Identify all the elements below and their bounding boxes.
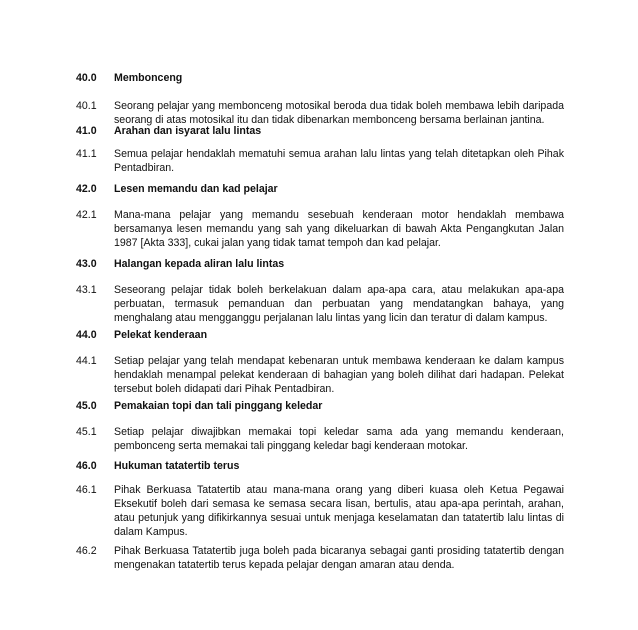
- clause-number: 40.1: [76, 100, 97, 112]
- section-title: Hukuman tatatertib terus: [114, 460, 240, 472]
- section-number: 42.0: [76, 183, 97, 195]
- clause-text: Pihak Berkuasa Tatatertib atau mana-mana orang yang diberi kuasa oleh Ketua Pegawai Eksekutif boleh dari semasa ke semasa secara lisan, bertulis, atau apa-apa perintah, arahan, atau petunjuk yang difikirkannya sesuai untuk menjaga keselamatan dan tatatertib lalu lintas di dalam Kampus.: [114, 484, 564, 538]
- clause-text: Semua pelajar hendaklah mematuhi semua arahan lalu lintas yang telah ditetapkan oleh Pihak Pentadbiran.: [114, 148, 564, 174]
- clause-text: Mana-mana pelajar yang memandu sesebuah kenderaan motor hendaklah membawa bersamanya lesen memandu yang sah yang dikeluarkan di bawah Akta Pengangkutan Jalan 1987 [Akta 333], cukai jalan yang tidak tamat tempoh dan kad pelajar.: [114, 209, 564, 249]
- clause-number: 45.1: [76, 426, 97, 438]
- clause-text: Setiap pelajar yang telah mendapat kebenaran untuk membawa kenderaan ke dalam kampus hendaklah menampal pelekat kenderaan di bahagian yang boleh dilihat dari hadapan. Pelekat tersebut boleh didapati dari Pihak Pentadbiran.: [114, 355, 564, 395]
- clause-text: Seorang pelajar yang membonceng motosikal beroda dua tidak boleh membawa lebih daripada seorang di atas motosikal itu dan tidak dibenarkan membonceng bersama berlainan jantina.: [114, 100, 564, 126]
- section-title: Pemakaian topi dan tali pinggang keledar: [114, 400, 323, 412]
- section-number: 40.0: [76, 72, 97, 84]
- section-number: 44.0: [76, 329, 97, 341]
- clause-number: 41.1: [76, 148, 97, 160]
- section-number: 41.0: [76, 125, 97, 137]
- clause-number: 46.1: [76, 484, 97, 496]
- clause-text: Setiap pelajar diwajibkan memakai topi keledar sama ada yang memandu kenderaan, pembonceng serta memakai tali pinggang keledar bagi kenderaan motokar.: [114, 426, 564, 452]
- section-title: Arahan dan isyarat lalu lintas: [114, 125, 262, 137]
- clause-number: 42.1: [76, 209, 97, 221]
- clause-number: 43.1: [76, 284, 97, 296]
- section-title: Lesen memandu dan kad pelajar: [114, 183, 278, 195]
- clause-text: Seseorang pelajar tidak boleh berkelakuan dalam apa-apa cara, atau melakukan apa-apa perbuatan, termasuk pemanduan dan perbuatan yang mendatangkan bahaya, yang menghalang atau mengganggu perjalanan lalu lintas yang licin dan teratur di dalam kampus.: [114, 284, 564, 324]
- section-number: 46.0: [76, 460, 97, 472]
- clause-number: 44.1: [76, 355, 97, 367]
- section-title: Pelekat kenderaan: [114, 329, 208, 341]
- section-title: Halangan kepada aliran lalu lintas: [114, 258, 285, 270]
- section-number: 43.0: [76, 258, 97, 270]
- clause-text: Pihak Berkuasa Tatatertib juga boleh pada bicaranya sebagai ganti prosiding tatatertib dengan mengenakan tatatertib terus kepada pelajar dengan amaran atau denda.: [114, 545, 564, 571]
- section-number: 45.0: [76, 400, 97, 412]
- section-title: Membonceng: [114, 72, 183, 84]
- clause-number: 46.2: [76, 545, 97, 557]
